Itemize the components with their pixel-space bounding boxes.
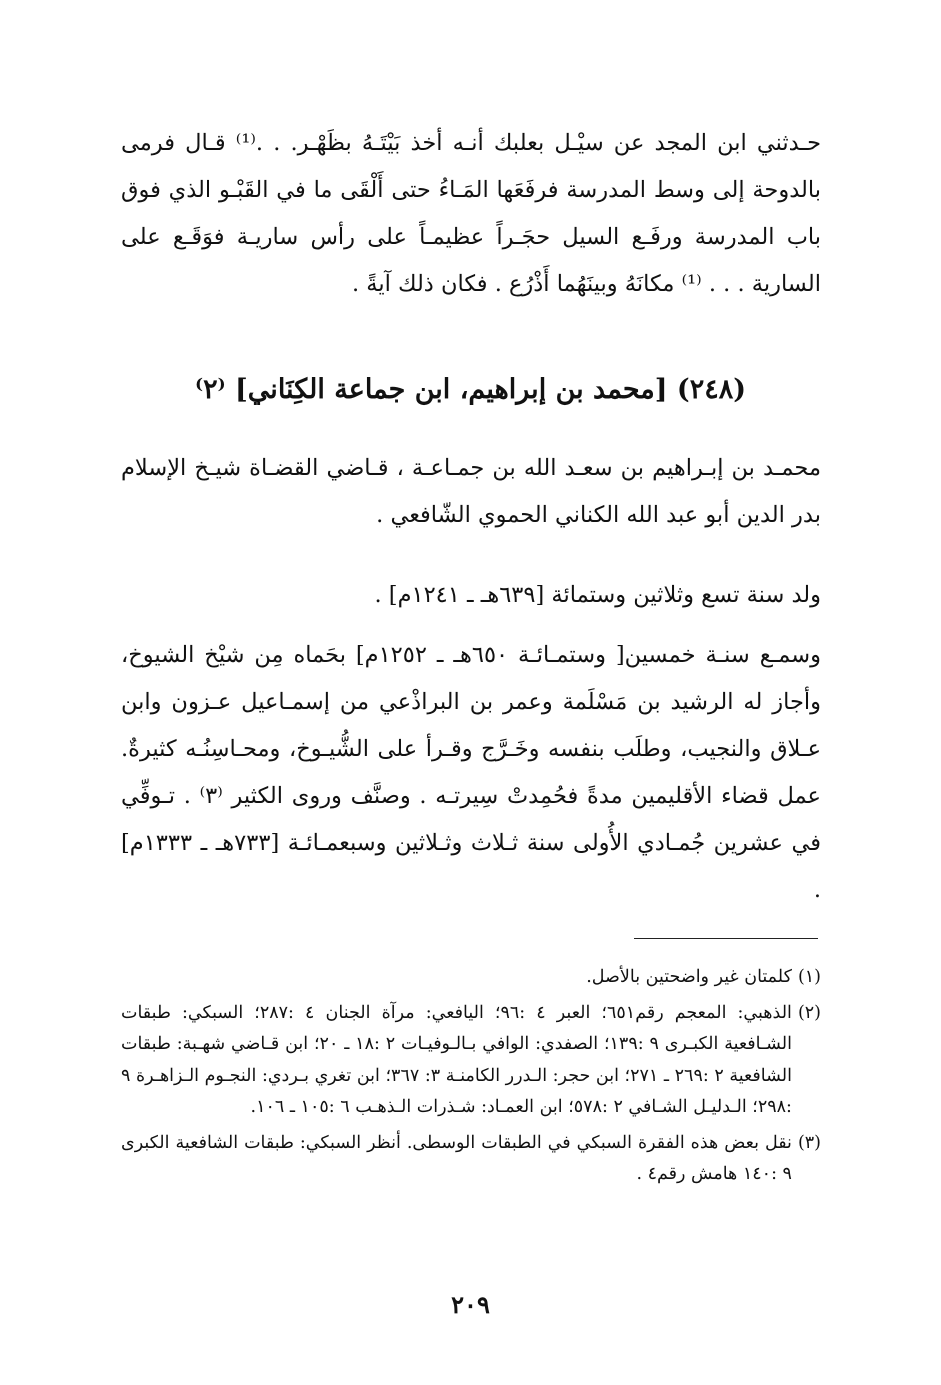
footnote-text: كلمتان غير واضحتين بالأصل.: [586, 967, 792, 987]
heard-paragraph-block: [121, 632, 821, 914]
name-paragraph: محمـد بن إبـراهيم بن سعـد الله بن جمـاعـة ، قـاضي القضـاة شيـخ الإسلام بدر الدين أبو عبد الله الكناني الحموي الشّافعي .: [121, 455, 821, 528]
heard-paragraph: وسمـع سنـة خمسين[ وستمـائـة ٦٥٠هـ ـ ١٢٥٢م] بحَماه مِن شيْخ الشيوخ، وأجاز له الرشيد بن مَسْلَمة وعمر بن البراذْعي من إسمـاعيل عـزون وابن عـلاق والنجيب، وطلَب بنفسه وخَـرَّج وقـرأ على الشُّيـوخ، ومحـاسِنُـه كثيرةٌ. عمل قضاء الأقليمين مدةً فحُمِدتْ سِيرتـه . وصنَّف وروى الكثير ⁽٣⁾ . تـوفِّي في عشرين جُمـادي الأُولى سنة ثـلاث وثـلاثين وسبعمـائـة [٧٣٣هـ ـ ١٣٣٣م] .: [121, 642, 821, 903]
footnote-text: الذهبي: المعجم رقم٦٥١؛ العبر ٤ :٩٦؛ اليافعي: مرآة الجنان ٤ :٢٨٧؛ السبكي: طبقات الشـافعية الكبـرى ٩ :١٣٩؛ الصفدي: الوافي بـالـوفيـات ٢ :١٨ ـ ٢٠؛ ابن قـاضي شهـبة: طبقات الشافعية ٢ :٢٦٩ ـ ٢٧١؛ ابن حجر: الـدرر الكامنـة ٣: ٣٦٧؛ ابن تغري بـردي: النجـوم الـزاهـرة ٩ :٢٩٨؛ الـدليـل الشـافي ٢ :٥٧٨؛ ابن العمـاد: شـذرات الـذهـب ٦ :١٠٥ ـ ١٠٦.: [121, 1002, 792, 1117]
footnote-number: (٢): [797, 1002, 821, 1023]
footnote-item: [121, 998, 821, 1124]
born-paragraph: ولد سنة تسع وثلاثين وستمائة [٦٣٩هـ ـ ١٢٤١م] .: [374, 582, 821, 608]
born-paragraph-block: [121, 572, 821, 619]
footnote-item: [121, 962, 821, 994]
footnote-number: (١): [797, 967, 821, 987]
page-number: ٢٠٩: [451, 1290, 490, 1319]
footnote-text: نقل بعض هذه الفقرة السبكي في الطبقات الوسطى. أنظر السبكي: طبقات الشافعية الكبرى ٩ :١٤٠ هامش رقم٤ .: [121, 1132, 792, 1184]
name-paragraph-block: [121, 445, 821, 539]
footnote-item: [121, 1128, 821, 1191]
entry-heading: (٢٤٨) [محمد بن إبراهيم، ابن جماعة الكِنَاني] ⁽٢⁾: [195, 374, 746, 405]
footnote-number: (٣): [797, 1132, 821, 1153]
intro-paragraph-block: [121, 120, 821, 308]
footnotes: [121, 962, 821, 1195]
intro-paragraph: حـدثني ابن المجد عن سيْـل بعلبك أنـه أخذ بَيْتَـهُ بظَهْـر. . .⁽¹⁾ قـال فرمى بالدوحة إلى وسط المدرسة فرفَعَها المَـاءُ حتى أَلْقَى ما في القَبْـو الذي فوق باب المدرسة ورفَـع السيل حجَـراً عظيمـاً على رأس ساريـة فوَقَـع على السارية . . . ⁽¹⁾ مكانَهُ وبينَهُما أَذْرُع . فكان ذلك آيةً .: [121, 130, 821, 297]
footnote-divider: [634, 938, 818, 939]
